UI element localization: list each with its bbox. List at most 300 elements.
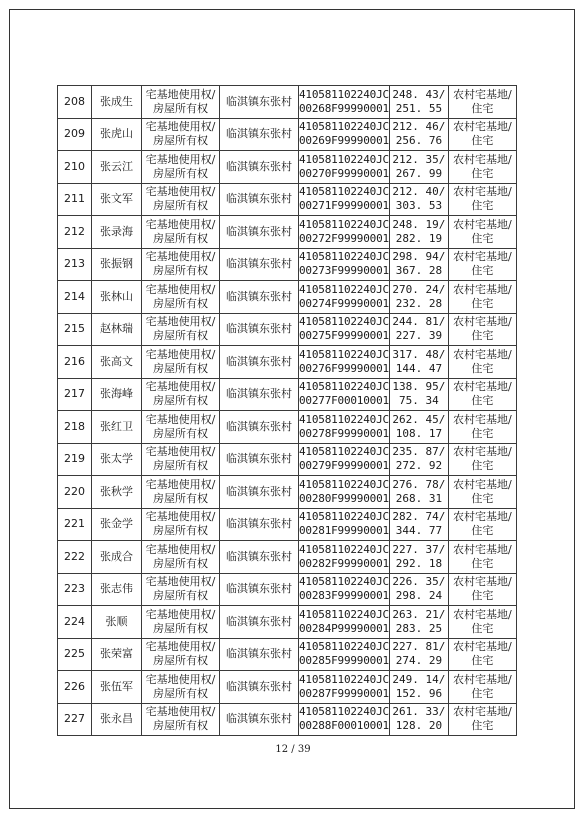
owner-name-cell: 张文军 [92,183,142,216]
unit-id-cell [299,183,390,216]
usage-cell-line: 农村宅基地/ [453,705,512,719]
unit-id-cell [299,638,390,671]
usage-cell-line: 农村宅基地/ [453,477,512,491]
right-type-cell [142,508,220,541]
area-cell-line: 317. 48/ [392,347,446,361]
area-cell-line: 276. 78/ [392,477,446,491]
right-type-cell-line: 宅基地使用权/ [145,282,216,296]
location-cell: 临淇镇东张村 [220,606,299,639]
right-type-cell [142,216,220,249]
row-number-cell: 215 [58,313,92,346]
area-cell-line: 283. 25 [395,621,443,635]
table-row [58,443,517,476]
page-number: 12 / 39 [275,744,311,755]
unit-id-cell-line: 00273F99990001 [299,264,389,278]
unit-id-cell-line: 00271F99990001 [299,199,389,213]
usage-cell-line: 农村宅基地/ [453,217,512,231]
unit-id-cell-line: 410581102240JC [299,575,389,589]
right-type-cell-line: 房屋所有权 [153,361,208,375]
row-number-cell: 227 [58,703,92,736]
right-type-cell-line: 房屋所有权 [153,134,208,148]
usage-cell [448,411,516,444]
usage-cell-line: 住宅 [471,231,494,245]
table-row [58,378,517,411]
unit-id-cell-line: 00277F00010001 [299,394,389,408]
location-cell: 临淇镇东张村 [220,703,299,736]
right-type-cell [142,443,220,476]
location-cell: 临淇镇东张村 [220,216,299,249]
area-cell [389,378,448,411]
row-number-cell: 209 [58,118,92,151]
unit-id-cell-line: 00270F99990001 [299,166,389,180]
area-cell-line: 227. 37/ [392,542,446,556]
right-type-cell-line: 宅基地使用权/ [145,250,216,264]
area-cell-line: 262. 45/ [392,412,446,426]
table-row [58,118,517,151]
unit-id-cell-line: 00285F99990001 [299,654,389,668]
unit-id-cell-line: 00287F99990001 [299,686,389,700]
right-type-cell-line: 房屋所有权 [153,394,208,408]
location-cell: 临淇镇东张村 [220,378,299,411]
area-cell-line: 248. 43/ [392,87,446,101]
usage-cell-line: 住宅 [471,134,494,148]
area-cell [389,508,448,541]
row-number-cell: 210 [58,151,92,184]
right-type-cell-line: 宅基地使用权/ [145,87,216,101]
area-cell-line: 303. 53 [395,199,443,213]
unit-id-cell [299,703,390,736]
usage-cell [448,508,516,541]
right-type-cell-line: 宅基地使用权/ [145,445,216,459]
usage-cell [448,346,516,379]
row-number-cell: 218 [58,411,92,444]
unit-id-cell-line: 410581102240JC [299,445,389,459]
row-number-cell: 219 [58,443,92,476]
usage-cell [448,638,516,671]
right-type-cell-line: 宅基地使用权/ [145,152,216,166]
right-type-cell-line: 房屋所有权 [153,426,208,440]
usage-cell [448,86,516,119]
usage-cell-line: 农村宅基地/ [453,542,512,556]
right-type-cell-line: 房屋所有权 [153,491,208,505]
owner-name-cell: 张林山 [92,281,142,314]
row-number-cell: 225 [58,638,92,671]
unit-id-cell [299,411,390,444]
area-cell-line: 367. 28 [395,264,443,278]
unit-id-cell-line: 410581102240JC [299,640,389,654]
area-cell-line: 256. 76 [395,134,443,148]
unit-id-cell-line: 00276F99990001 [299,361,389,375]
location-cell: 临淇镇东张村 [220,443,299,476]
area-cell [389,151,448,184]
right-type-cell [142,671,220,704]
row-number-cell: 224 [58,606,92,639]
unit-id-cell-line: 410581102240JC [299,250,389,264]
owner-name-cell: 张高文 [92,346,142,379]
right-type-cell-line: 宅基地使用权/ [145,640,216,654]
unit-id-cell [299,346,390,379]
unit-id-cell-line: 00282F99990001 [299,556,389,570]
right-type-cell [142,541,220,574]
row-number-cell: 223 [58,573,92,606]
table-row [58,313,517,346]
right-type-cell [142,118,220,151]
usage-cell-line: 住宅 [471,654,494,668]
location-cell: 临淇镇东张村 [220,671,299,704]
area-cell-line: 251. 55 [395,101,443,115]
unit-id-cell [299,281,390,314]
table-row [58,703,517,736]
usage-cell [448,476,516,509]
right-type-cell [142,313,220,346]
area-cell [389,703,448,736]
location-cell: 临淇镇东张村 [220,281,299,314]
row-number-cell: 217 [58,378,92,411]
right-type-cell-line: 房屋所有权 [153,264,208,278]
unit-id-cell-line: 410581102240JC [299,282,389,296]
registration-table-body [58,86,517,736]
area-cell [389,476,448,509]
area-cell-line: 274. 29 [395,654,443,668]
area-cell-line: 152. 96 [395,686,443,700]
owner-name-cell: 张振钢 [92,248,142,281]
area-cell-line: 235. 87/ [392,445,446,459]
unit-id-cell [299,216,390,249]
right-type-cell-line: 房屋所有权 [153,589,208,603]
table-row [58,411,517,444]
unit-id-cell-line: 00279F99990001 [299,459,389,473]
row-number-cell: 216 [58,346,92,379]
usage-cell-line: 农村宅基地/ [453,120,512,134]
area-cell-line: 249. 14/ [392,672,446,686]
location-cell: 临淇镇东张村 [220,118,299,151]
area-cell [389,118,448,151]
table-row [58,606,517,639]
usage-cell [448,703,516,736]
area-cell-line: 344. 77 [395,524,443,538]
table-row [58,248,517,281]
usage-cell-line: 住宅 [471,524,494,538]
unit-id-cell-line: 410581102240JC [299,315,389,329]
right-type-cell [142,183,220,216]
usage-cell-line: 住宅 [471,459,494,473]
owner-name-cell: 张海峰 [92,378,142,411]
area-cell-line: 282. 19 [395,231,443,245]
location-cell: 临淇镇东张村 [220,86,299,119]
usage-cell [448,151,516,184]
area-cell [389,541,448,574]
location-cell: 临淇镇东张村 [220,573,299,606]
area-cell [389,248,448,281]
area-cell-line: 248. 19/ [392,217,446,231]
table-row [58,346,517,379]
unit-id-cell-line: 00274F99990001 [299,296,389,310]
area-cell [389,86,448,119]
area-cell [389,281,448,314]
usage-cell [448,606,516,639]
usage-cell-line: 住宅 [471,426,494,440]
unit-id-cell-line: 410581102240JC [299,185,389,199]
location-cell: 临淇镇东张村 [220,183,299,216]
owner-name-cell: 张录海 [92,216,142,249]
location-cell: 临淇镇东张村 [220,508,299,541]
unit-id-cell-line: 410581102240JC [299,412,389,426]
unit-id-cell-line: 00288F00010001 [299,719,389,733]
usage-cell [448,183,516,216]
right-type-cell-line: 宅基地使用权/ [145,412,216,426]
right-type-cell-line: 房屋所有权 [153,296,208,310]
location-cell: 临淇镇东张村 [220,476,299,509]
right-type-cell [142,378,220,411]
usage-cell [448,671,516,704]
right-type-cell-line: 宅基地使用权/ [145,510,216,524]
right-type-cell-line: 宅基地使用权/ [145,120,216,134]
owner-name-cell: 张秋学 [92,476,142,509]
usage-cell [448,118,516,151]
area-cell-line: 244. 81/ [392,315,446,329]
area-cell [389,573,448,606]
right-type-cell-line: 房屋所有权 [153,719,208,733]
area-cell-line: 212. 40/ [392,185,446,199]
owner-name-cell: 张顺 [92,606,142,639]
usage-cell [448,378,516,411]
right-type-cell-line: 宅基地使用权/ [145,672,216,686]
area-cell [389,606,448,639]
right-type-cell [142,281,220,314]
usage-cell-line: 住宅 [471,491,494,505]
unit-id-cell [299,606,390,639]
usage-cell [448,443,516,476]
right-type-cell-line: 宅基地使用权/ [145,185,216,199]
usage-cell [448,573,516,606]
owner-name-cell: 张金学 [92,508,142,541]
area-cell-line: 227. 81/ [392,640,446,654]
location-cell: 临淇镇东张村 [220,248,299,281]
unit-id-cell-line: 410581102240JC [299,607,389,621]
registration-table [57,85,517,736]
usage-cell [448,248,516,281]
area-cell-line: 226. 35/ [392,575,446,589]
unit-id-cell-line: 00275F99990001 [299,329,389,343]
row-number-cell: 220 [58,476,92,509]
row-number-cell: 221 [58,508,92,541]
usage-cell-line: 住宅 [471,686,494,700]
unit-id-cell-line: 410581102240JC [299,217,389,231]
unit-id-cell-line: 410581102240JC [299,477,389,491]
area-cell-line: 108. 17 [395,426,443,440]
table-row [58,638,517,671]
table-row [58,476,517,509]
usage-cell-line: 农村宅基地/ [453,347,512,361]
right-type-cell-line: 宅基地使用权/ [145,217,216,231]
unit-id-cell-line: 00272F99990001 [299,231,389,245]
unit-id-cell-line: 00284P99990001 [299,621,389,635]
unit-id-cell [299,476,390,509]
unit-id-cell-line: 00283F99990001 [299,589,389,603]
usage-cell-line: 住宅 [471,556,494,570]
table-row [58,151,517,184]
unit-id-cell [299,86,390,119]
right-type-cell [142,606,220,639]
right-type-cell-line: 宅基地使用权/ [145,542,216,556]
right-type-cell-line: 房屋所有权 [153,686,208,700]
location-cell: 临淇镇东张村 [220,411,299,444]
area-cell-line: 298. 94/ [392,250,446,264]
unit-id-cell [299,248,390,281]
area-cell-line: 75. 34 [399,394,439,408]
area-cell-line: 272. 92 [395,459,443,473]
owner-name-cell: 张云江 [92,151,142,184]
right-type-cell-line: 房屋所有权 [153,524,208,538]
area-cell-line: 263. 21/ [392,607,446,621]
usage-cell-line: 住宅 [471,621,494,635]
usage-cell-line: 住宅 [471,199,494,213]
table-row [58,86,517,119]
area-cell-line: 212. 35/ [392,152,446,166]
owner-name-cell: 张太学 [92,443,142,476]
usage-cell-line: 住宅 [471,264,494,278]
area-cell [389,313,448,346]
right-type-cell-line: 宅基地使用权/ [145,347,216,361]
row-number-cell: 208 [58,86,92,119]
usage-cell-line: 住宅 [471,166,494,180]
usage-cell-line: 住宅 [471,394,494,408]
area-cell-line: 261. 33/ [392,705,446,719]
usage-cell-line: 住宅 [471,329,494,343]
right-type-cell-line: 宅基地使用权/ [145,380,216,394]
right-type-cell [142,86,220,119]
usage-cell-line: 住宅 [471,361,494,375]
unit-id-cell [299,378,390,411]
usage-cell-line: 农村宅基地/ [453,152,512,166]
unit-id-cell-line: 410581102240JC [299,87,389,101]
location-cell: 临淇镇东张村 [220,638,299,671]
unit-id-cell-line: 410581102240JC [299,542,389,556]
right-type-cell [142,411,220,444]
table-row [58,508,517,541]
right-type-cell-line: 宅基地使用权/ [145,575,216,589]
unit-id-cell-line: 410581102240JC [299,510,389,524]
unit-id-cell-line: 410581102240JC [299,152,389,166]
right-type-cell [142,476,220,509]
usage-cell-line: 农村宅基地/ [453,185,512,199]
right-type-cell-line: 房屋所有权 [153,199,208,213]
unit-id-cell-line: 410581102240JC [299,672,389,686]
unit-id-cell-line: 410581102240JC [299,120,389,134]
right-type-cell [142,638,220,671]
table-row [58,281,517,314]
owner-name-cell: 张红卫 [92,411,142,444]
usage-cell-line: 农村宅基地/ [453,510,512,524]
right-type-cell-line: 房屋所有权 [153,621,208,635]
unit-id-cell-line: 00280F99990001 [299,491,389,505]
usage-cell [448,541,516,574]
area-cell [389,638,448,671]
area-cell-line: 267. 99 [395,166,443,180]
location-cell: 临淇镇东张村 [220,346,299,379]
right-type-cell [142,248,220,281]
area-cell-line: 232. 28 [395,296,443,310]
table-row [58,671,517,704]
table-row [58,541,517,574]
row-number-cell: 213 [58,248,92,281]
right-type-cell-line: 宅基地使用权/ [145,315,216,329]
usage-cell-line: 农村宅基地/ [453,87,512,101]
right-type-cell [142,573,220,606]
owner-name-cell: 张志伟 [92,573,142,606]
right-type-cell-line: 房屋所有权 [153,231,208,245]
unit-id-cell [299,443,390,476]
area-cell-line: 128. 20 [395,719,443,733]
usage-cell-line: 农村宅基地/ [453,380,512,394]
owner-name-cell: 张永昌 [92,703,142,736]
area-cell [389,671,448,704]
area-cell-line: 144. 47 [395,361,443,375]
area-cell-line: 292. 18 [395,556,443,570]
right-type-cell-line: 房屋所有权 [153,101,208,115]
usage-cell-line: 农村宅基地/ [453,445,512,459]
table-row [58,573,517,606]
area-cell-line: 268. 31 [395,491,443,505]
unit-id-cell [299,541,390,574]
right-type-cell-line: 房屋所有权 [153,654,208,668]
row-number-cell: 211 [58,183,92,216]
unit-id-cell [299,671,390,704]
area-cell-line: 227. 39 [395,329,443,343]
right-type-cell-line: 宅基地使用权/ [145,705,216,719]
right-type-cell-line: 宅基地使用权/ [145,607,216,621]
area-cell [389,411,448,444]
row-number-cell: 212 [58,216,92,249]
area-cell-line: 212. 46/ [392,120,446,134]
right-type-cell-line: 宅基地使用权/ [145,477,216,491]
table-row [58,183,517,216]
usage-cell-line: 农村宅基地/ [453,575,512,589]
usage-cell-line: 农村宅基地/ [453,640,512,654]
owner-name-cell: 张虎山 [92,118,142,151]
area-cell [389,443,448,476]
area-cell-line: 138. 95/ [392,380,446,394]
area-cell-line: 270. 24/ [392,282,446,296]
owner-name-cell: 张成合 [92,541,142,574]
usage-cell-line: 住宅 [471,589,494,603]
location-cell: 临淇镇东张村 [220,541,299,574]
table-row [58,216,517,249]
unit-id-cell [299,573,390,606]
right-type-cell [142,346,220,379]
owner-name-cell: 张伍军 [92,671,142,704]
usage-cell-line: 住宅 [471,101,494,115]
unit-id-cell-line: 00278F99990001 [299,426,389,440]
usage-cell-line: 农村宅基地/ [453,607,512,621]
row-number-cell: 214 [58,281,92,314]
right-type-cell [142,703,220,736]
usage-cell-line: 农村宅基地/ [453,672,512,686]
usage-cell-line: 农村宅基地/ [453,282,512,296]
usage-cell-line: 农村宅基地/ [453,315,512,329]
right-type-cell-line: 房屋所有权 [153,459,208,473]
right-type-cell [142,151,220,184]
right-type-cell-line: 房屋所有权 [153,166,208,180]
location-cell: 临淇镇东张村 [220,151,299,184]
location-cell: 临淇镇东张村 [220,313,299,346]
row-number-cell: 226 [58,671,92,704]
area-cell-line: 282. 74/ [392,510,446,524]
usage-cell [448,313,516,346]
unit-id-cell-line: 00268F99990001 [299,101,389,115]
usage-cell [448,281,516,314]
unit-id-cell [299,151,390,184]
